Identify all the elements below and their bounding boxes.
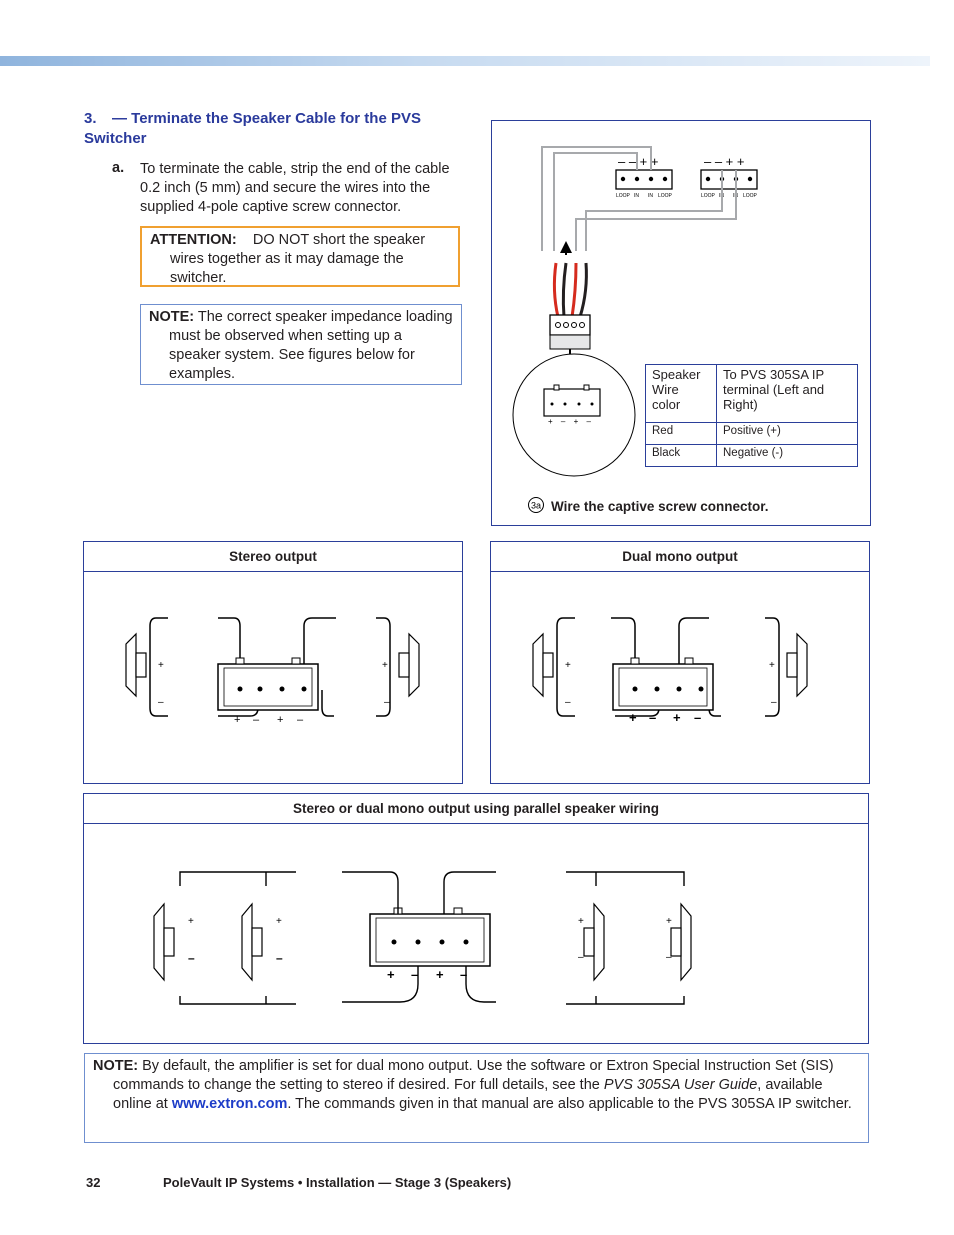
speaker-icon	[533, 634, 571, 708]
captive-screw-plug	[550, 315, 590, 349]
figure-badge-label: 3a	[530, 500, 542, 511]
plus-label: +	[666, 916, 672, 927]
step-title	[84, 109, 454, 149]
guide-title: PVS 305SA User Guide	[603, 1077, 758, 1093]
dual-mono-wiring-diagram	[491, 572, 868, 782]
panel-title: Stereo output	[84, 542, 462, 572]
in-label: IN	[634, 193, 639, 199]
panel-title: Dual mono output	[491, 542, 869, 572]
connector-detail-circle	[513, 354, 635, 476]
minus-label: –	[384, 697, 390, 708]
plus-label: +	[629, 710, 637, 725]
speaker-icon	[242, 904, 283, 980]
minus-label: –	[649, 710, 657, 725]
stereo-wiring-diagram	[84, 572, 461, 782]
speaker-wires	[554, 263, 586, 317]
polarity-label-right: – – + +	[704, 154, 745, 169]
header-gradient-bar	[0, 56, 930, 66]
step-title-text: — Terminate the Speaker Cable for the PVS Switcher	[84, 110, 421, 147]
terminal-block-right	[701, 154, 758, 199]
minus-label: –	[565, 697, 571, 708]
figure-caption: Wire the captive screw connector.	[551, 499, 769, 514]
dual-mono-output-panel	[490, 541, 870, 784]
note-label: NOTE:	[149, 309, 195, 325]
captive-screw-connector	[370, 908, 490, 982]
note-label: NOTE:	[93, 1058, 139, 1074]
note-text: By default, the amplifier is set for dual mono output. Use the software or Extron Special Instruction Set (SIS) commands to change the setting to stereo if desired. For full details, see the	[113, 1058, 834, 1093]
speaker-icon	[769, 634, 807, 708]
minus-label: –	[460, 967, 468, 982]
plus-label: +	[436, 967, 444, 982]
speaker-icon	[154, 904, 195, 980]
table-cell: Red	[646, 423, 717, 445]
polarity-label-left: – – + +	[618, 154, 659, 169]
plus-label: +	[276, 916, 282, 927]
plus-label: +	[234, 714, 241, 726]
table-cell: Negative (-)	[717, 445, 858, 467]
table-cell: Black	[646, 445, 717, 467]
speaker-icon	[382, 634, 419, 708]
speaker-wires-left	[180, 872, 296, 1004]
wire-color-table	[645, 364, 858, 467]
speaker-icon	[666, 904, 691, 980]
plus-label: +	[382, 660, 388, 671]
minus-label: –	[771, 697, 777, 708]
stereo-output-panel	[83, 541, 463, 784]
in-label: IN	[719, 193, 724, 199]
parallel-wiring-panel	[83, 793, 869, 1044]
loop-label: LOOP	[658, 193, 672, 199]
plus-label: +	[188, 916, 194, 927]
figure-3a-panel	[491, 120, 871, 526]
page-number: 32	[86, 1175, 101, 1190]
figure-badge	[529, 498, 544, 513]
minus-label: –	[578, 952, 584, 963]
note-text: The correct speaker impedance loading must be observed when setting up a speaker system. See figures below for examples.	[169, 309, 453, 382]
minus-label: –	[253, 714, 260, 726]
plus-label: +	[673, 710, 681, 725]
in-label: IN	[648, 193, 653, 199]
plus-label: +	[277, 714, 284, 726]
table-header-cell: Speaker Wire color	[646, 365, 717, 423]
loop-label: LOOP	[743, 193, 757, 199]
note-default-output	[84, 1053, 869, 1143]
speaker-icon	[126, 634, 164, 708]
sub-step-label: a.	[112, 160, 125, 176]
attention-text: DO NOT short the speaker wires together as it may damage the switcher.	[170, 232, 426, 286]
plus-label: +	[565, 660, 571, 671]
note-text: . The commands given in that manual are also applicable to the PVS 305SA IP switcher.	[287, 1096, 852, 1112]
table-row	[646, 423, 858, 445]
speaker-icon	[578, 904, 604, 980]
minus-label: –	[276, 951, 283, 965]
plus-label: +	[578, 916, 584, 927]
minus-label: –	[411, 967, 419, 982]
loop-label: LOOP	[701, 193, 715, 199]
note-impedance	[140, 304, 462, 385]
table-row	[646, 445, 858, 467]
step-number: 3.	[84, 110, 97, 127]
minus-label: –	[297, 714, 304, 726]
table-cell: Positive (+)	[717, 423, 858, 445]
plus-label: +	[769, 660, 775, 671]
minus-label: –	[666, 952, 672, 963]
parallel-wiring-diagram	[84, 824, 867, 1042]
attention-box	[140, 226, 460, 287]
panel-title: Stereo or dual mono output using parallel speaker wiring	[84, 794, 868, 824]
plus-label: +	[387, 967, 395, 982]
minus-label: –	[158, 697, 164, 708]
arrow-up-icon	[560, 241, 572, 255]
table-header-row	[646, 365, 858, 423]
minus-label: –	[188, 951, 195, 965]
captive-screw-connector	[613, 658, 713, 725]
in-label: IN	[733, 193, 738, 199]
extron-link[interactable]: www.extron.com	[171, 1096, 288, 1112]
polarity-label-plug: + – + –	[548, 417, 594, 426]
minus-label: –	[694, 710, 702, 725]
footer-title: PoleVault IP Systems • Installation — Stage 3 (Speakers)	[163, 1175, 512, 1190]
note-text: , available online at	[113, 1077, 823, 1112]
sub-step-text: To terminate the cable, strip the end of the cable 0.2 inch (5 mm) and secure the wires into the supplied 4-pole captive screw connector.	[140, 161, 450, 215]
table-header-cell: To PVS 305SA IP terminal (Left and Right)	[717, 365, 858, 423]
terminal-block-left	[616, 154, 673, 199]
plus-label: +	[158, 660, 164, 671]
attention-label: ATTENTION:	[150, 232, 237, 248]
loop-label: LOOP	[616, 193, 630, 199]
